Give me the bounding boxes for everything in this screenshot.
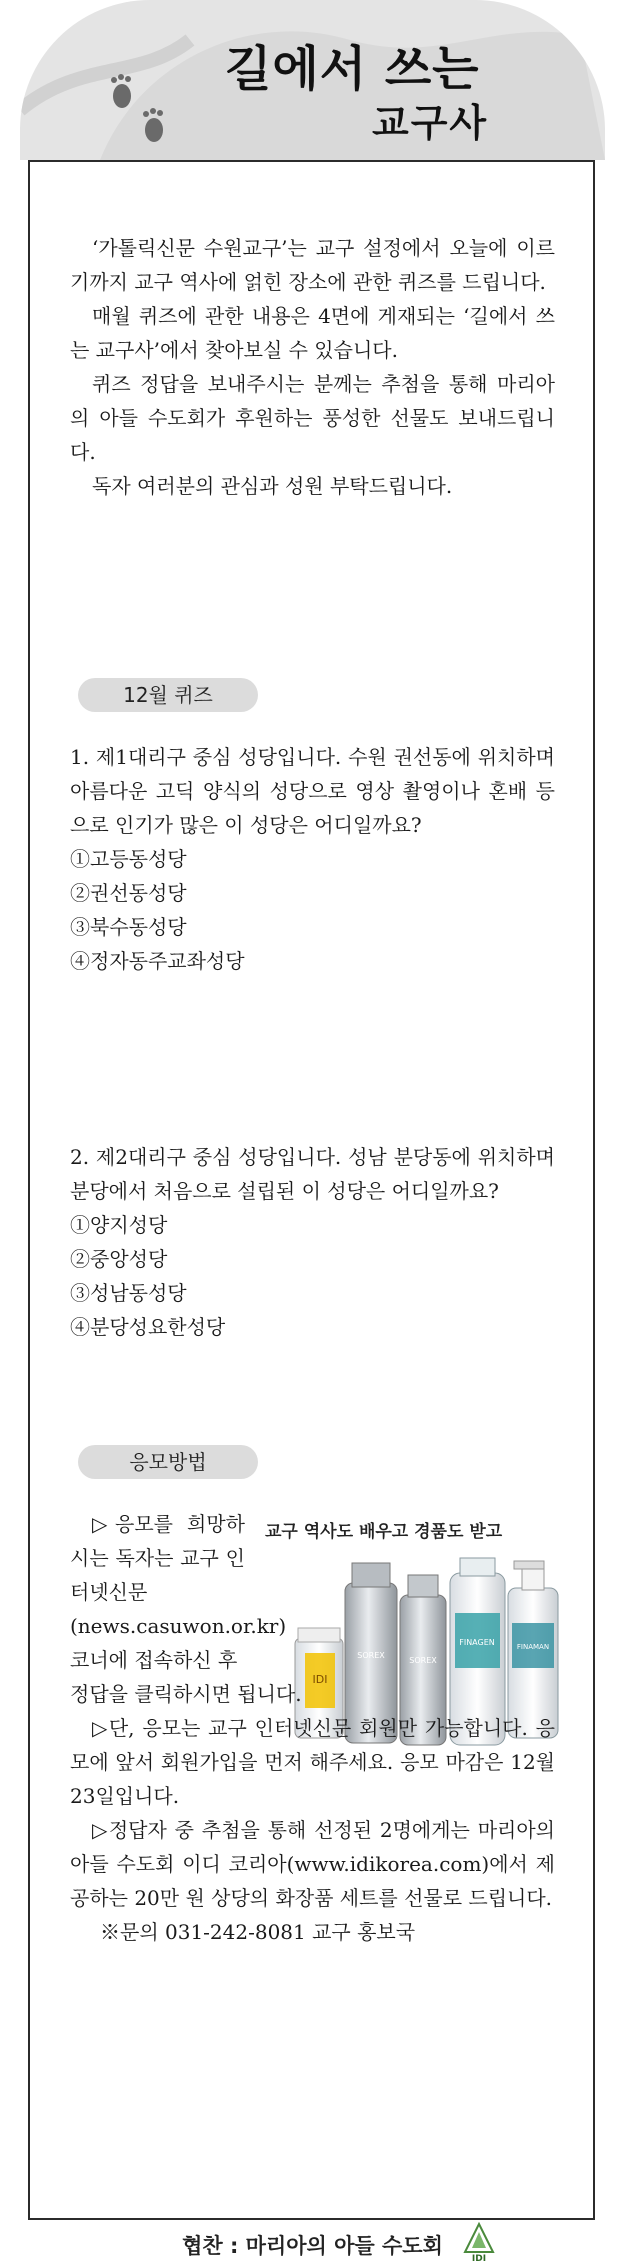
apply-notice: ▷단, 응모는 교구 인터넷신문 회원만 가능합니다. 응모에 앞서 회원가입을 먼저 해주세요. 응모 마감은 12월 23일입니다.	[70, 1716, 555, 1808]
answer-option: ②권선동성당	[70, 881, 187, 905]
quiz-section-label: 12월 퀴즈	[78, 678, 258, 712]
page-title-line1: 길에서 쓰는	[225, 41, 480, 97]
answer-option: ②중앙성당	[70, 1247, 168, 1271]
product-label: FINAMAN	[516, 1643, 550, 1651]
quiz-question-1	[70, 740, 555, 978]
sponsor-credit: 협찬 : 마리아의 아들 수도회	[182, 2234, 443, 2258]
answer-option: ④정자동주교좌성당	[70, 949, 245, 973]
apply-prize-info: ▷정답자 중 추첨을 통해 선정된 2명에게는 마리아의 아들 수도회 이디 코리아(www.idikorea.com)에서 제공하는 20만 원 상당의 화장품 세트를 선물로 드립니다.	[70, 1818, 555, 1910]
answer-option: ④분당성요한성당	[70, 1315, 226, 1339]
answer-option: ①양지성당	[70, 1213, 168, 1237]
question-text: 1. 제1대리구 중심 성당입니다. 수원 권선동에 위치하며 아름다운 고딕 양식의 성당으로 영상 촬영이나 혼배 등으로 인기가 많은 이 성당은 어디일까요?	[70, 745, 555, 837]
product-label: SOREX	[409, 1656, 437, 1665]
page-title-line2: 교구사	[372, 101, 489, 145]
answer-option: ③성남동성당	[70, 1281, 187, 1305]
apply-section	[70, 1507, 555, 1949]
footprint-icon	[140, 108, 168, 144]
question-text: 2. 제2대리구 중심 성당입니다. 성남 분당동에 위치하며 분당에서 처음으로 설립된 이 성당은 어디일까요?	[70, 1145, 555, 1203]
apply-section-label: 응모방법	[78, 1445, 258, 1479]
product-label: FINAGEN	[459, 1638, 495, 1647]
intro-paragraph: 독자 여러분의 관심과 성원 부탁드립니다.	[92, 474, 453, 498]
answer-option: ③북수동성당	[70, 915, 187, 939]
intro-section	[70, 231, 555, 503]
intro-paragraph: 퀴즈 정답을 보내주시는 분께는 추첨을 통해 마리아의 아들 수도회가 후원하는 풍성한 선물도 보내드립니다.	[70, 372, 555, 464]
answer-option: ①고등동성당	[70, 847, 187, 871]
product-label: SOREX	[357, 1651, 385, 1660]
apply-instruction-narrow: ▷응모를 희망하시는 독자는 교구 인터넷신문(news.casuwon.or.kr) 코너에 접속하신 후	[70, 1512, 287, 1672]
intro-paragraph: ‘가톨릭신문 수원교구’는 교구 설정에서 오늘에 이르기까지 교구 역사에 얽힌 장소에 관한 퀴즈를 드립니다.	[70, 236, 555, 294]
product-label: IDI	[312, 1673, 328, 1686]
quiz-question-2	[70, 1140, 555, 1344]
contact-info: ※문의 031-242-8081 교구 홍보국	[100, 1920, 416, 1944]
intro-paragraph: 매월 퀴즈에 관한 내용은 4면에 게재되는 ‘길에서 쓰는 교구사’에서 찾아보실 수 있습니다.	[70, 304, 555, 362]
sponsor-logo-icon	[462, 2222, 496, 2262]
sponsor-logo-text: IDI	[471, 2254, 487, 2262]
photo-caption: 교구 역사도 배우고 경품도 받고	[265, 1522, 503, 1542]
apply-instruction-continued: 정답을 클릭하시면 됩니다.	[70, 1682, 302, 1706]
footprint-icon	[108, 74, 136, 110]
